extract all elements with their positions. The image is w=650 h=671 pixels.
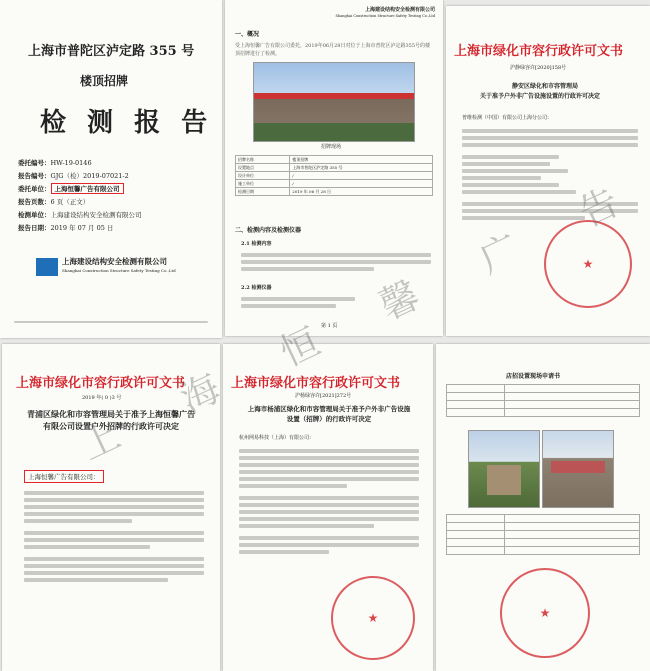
- field-row: [18, 208, 218, 221]
- text-line: [239, 496, 419, 500]
- intro-text: 受上海恒馨广告有限公司委托，2019年06月28日对位于上海市普陀区泸定路355号的楼顶招牌进行了检测。: [235, 43, 430, 57]
- photo-caption: 招牌现场: [321, 144, 342, 150]
- table-row: [447, 531, 640, 539]
- table-cell: [447, 409, 505, 417]
- permit-yangpu-page: [223, 344, 433, 671]
- table-cell: [447, 531, 505, 539]
- section-content: 二、检测内容及检测仪器: [235, 227, 302, 234]
- table-row: [447, 523, 640, 531]
- company-watermark: 上 海 恒 馨 广 告: [73, 166, 650, 469]
- table-cell: [447, 539, 505, 547]
- table-cell: [504, 547, 639, 555]
- text-line: [462, 209, 638, 213]
- table-cell: 2019 年 06 月 28 日: [290, 188, 433, 196]
- inspection-header: [320, 6, 435, 18]
- form-table: [446, 384, 640, 417]
- table-cell: [447, 393, 505, 401]
- permit-title: 上海市绿化市容行政许可文书: [231, 376, 401, 391]
- report-subject: 楼顶招牌: [80, 74, 129, 88]
- text-line: [239, 543, 419, 547]
- table-cell: [504, 523, 639, 531]
- permit-authority: 静安区绿化和市容管理局: [512, 83, 579, 90]
- report-title: 检 测 报 告: [40, 108, 214, 138]
- text-line: [24, 538, 204, 542]
- permit-body: [24, 488, 204, 585]
- permit-body: [239, 446, 419, 557]
- text-line: [241, 253, 431, 257]
- table-row: [236, 172, 433, 180]
- official-seal: ★: [500, 568, 590, 658]
- table-cell: [447, 515, 505, 523]
- report-cover-page: [0, 0, 222, 338]
- text-line: [462, 183, 559, 187]
- text-line: [241, 297, 355, 301]
- field-row: [18, 182, 218, 195]
- table-cell: 设置地点: [236, 164, 290, 172]
- org-logo: [36, 258, 58, 276]
- table-cell: 招牌名称: [236, 156, 290, 164]
- table-row: [447, 547, 640, 555]
- text-line: [462, 176, 541, 180]
- table-row: [447, 393, 640, 401]
- field-label: 委托编号：: [18, 159, 51, 167]
- table-cell: /: [290, 180, 433, 188]
- text-line: [239, 449, 419, 453]
- permit-doc-number: 2019 年( 0 )3 号: [82, 395, 122, 401]
- inspection-page: [225, 0, 443, 336]
- table-cell: [504, 539, 639, 547]
- text-line: [239, 456, 419, 460]
- header-en: Shanghai Construction Structure Safety Testing Co.,Ltd: [335, 14, 435, 18]
- text-line: [462, 155, 559, 159]
- text-line: [241, 260, 431, 264]
- site-photo-left: [468, 430, 540, 508]
- form-title: 店招设置现场申请书: [506, 373, 561, 380]
- text-line: [24, 557, 204, 561]
- field-label: 委托单位：: [18, 185, 51, 193]
- building: [487, 465, 521, 495]
- field-value: 6 页（正文）: [50, 198, 90, 206]
- text-line: [24, 531, 204, 535]
- text-line: [239, 484, 347, 488]
- text-line: [239, 463, 419, 467]
- permit-body: [462, 126, 638, 223]
- info-table: [235, 155, 433, 196]
- table-cell: /: [290, 172, 433, 180]
- content-lines: [241, 250, 431, 274]
- permit-decision: 关于准予户外非广告设施设置的行政许可决定: [480, 93, 601, 100]
- table-row: [236, 180, 433, 188]
- site-photo-right: [542, 430, 614, 508]
- sign-band: [254, 93, 414, 99]
- table-row: [236, 188, 433, 196]
- table-cell: 设计单位: [236, 172, 290, 180]
- client-highlight: 上海恒馨广告有限公司: [51, 183, 124, 194]
- applicant-highlight: 上海恒馨广告有限公司：: [24, 470, 104, 483]
- text-line: [239, 536, 419, 540]
- official-seal: ★: [331, 576, 415, 660]
- table-cell: [504, 393, 639, 401]
- table-cell: [447, 385, 505, 393]
- permit-title: 上海市绿化市容行政许可文书: [16, 376, 186, 391]
- section-overview: 一、概况: [235, 31, 260, 38]
- permit-applicant: 普维检测（中国）有限公司上海分公司：: [462, 115, 553, 121]
- table-cell: [447, 547, 505, 555]
- text-line: [239, 510, 419, 514]
- field-label: 检测单位：: [18, 211, 51, 219]
- footer-line: [14, 318, 208, 326]
- table-cell: 检测日期: [236, 188, 290, 196]
- org-name-cn: 上海建设结构安全检测有限公司: [62, 257, 167, 266]
- trees: [254, 123, 414, 141]
- permit-jingan-page: [446, 6, 650, 336]
- text-line: [462, 216, 585, 220]
- permit-doc-number: 沪静绿容许[2020]158号: [510, 65, 567, 71]
- table-cell: [447, 523, 505, 531]
- field-value: 2019 年 07 月 05 日: [50, 224, 114, 232]
- text-line: [24, 491, 204, 495]
- text-line: [24, 519, 132, 523]
- text-line: [462, 169, 568, 173]
- table-cell: 楼顶招牌: [290, 156, 433, 164]
- table-cell: [504, 385, 639, 393]
- table-cell: [504, 515, 639, 523]
- text-line: [24, 564, 204, 568]
- field-row: [18, 195, 218, 208]
- table-cell: 上海市普陀区泸定路 355 号: [290, 164, 433, 172]
- table-cell: [447, 401, 505, 409]
- table-row: [447, 385, 640, 393]
- field-label: 报告页数：: [18, 198, 51, 206]
- subsection-instruments: 2.2 检测仪器: [241, 285, 272, 291]
- text-line: [462, 136, 638, 140]
- signboard: [551, 461, 605, 473]
- field-value: GJG（检）2019-07021-2: [50, 172, 129, 180]
- table-row: [447, 401, 640, 409]
- text-line: [24, 498, 204, 502]
- table-cell: [504, 401, 639, 409]
- text-line: [462, 202, 638, 206]
- form-detail-table: [446, 514, 640, 555]
- text-line: [239, 517, 419, 521]
- text-line: [24, 545, 150, 549]
- field-row: [18, 169, 218, 182]
- text-line: [241, 304, 336, 308]
- report-fields: [18, 156, 218, 234]
- field-row: [18, 156, 218, 169]
- field-label: 报告编号：: [18, 172, 51, 180]
- text-line: [239, 503, 419, 507]
- table-cell: 施工单位: [236, 180, 290, 188]
- text-line: [462, 162, 550, 166]
- report-location: 上海市普陀区泸定路 355 号: [28, 44, 195, 59]
- permit-title: 上海市绿化市容行政许可文书: [454, 44, 624, 59]
- instrument-lines: [241, 294, 431, 311]
- text-line: [24, 571, 204, 575]
- text-line: [24, 512, 204, 516]
- subsection-content: 2.1 检测内容: [241, 241, 272, 247]
- text-line: [24, 578, 168, 582]
- text-line: [239, 550, 329, 554]
- table-cell: [504, 531, 639, 539]
- field-row: [18, 221, 218, 234]
- table-row: [236, 156, 433, 164]
- org-name-en: Shanghai Construction Structure Safety Testing Co.,Ltd: [62, 268, 176, 273]
- permit-doc-number: 沪杨绿容许[2021]272号: [295, 393, 352, 399]
- page-number: 第 1 页: [321, 323, 338, 329]
- table-cell: [504, 409, 639, 417]
- field-value: HW-19-0146: [50, 158, 92, 167]
- field-value: 上海建设结构安全检测有限公司: [50, 211, 142, 219]
- text-line: [239, 477, 419, 481]
- permit-applicant: 杭州网易科技（上海）有限公司：: [239, 435, 315, 441]
- table-row: [236, 164, 433, 172]
- text-line: [239, 470, 419, 474]
- approval-form-page: [436, 344, 650, 671]
- official-seal: ★: [544, 220, 632, 308]
- text-line: [239, 524, 374, 528]
- text-line: [462, 143, 638, 147]
- table-row: [447, 409, 640, 417]
- divider: [14, 321, 208, 323]
- permit-heading: 青浦区绿化和市容管理局关于准予上海恒馨广告有限公司设置户外招牌的行政许可决定: [27, 409, 195, 431]
- text-line: [462, 129, 638, 133]
- text-line: [462, 190, 576, 194]
- permit-heading: 上海市杨浦区绿化和市容管理局关于准予户外非广告设施设置（招牌）的行政许可决定: [247, 405, 411, 423]
- table-row: [447, 539, 640, 547]
- text-line: [241, 267, 374, 271]
- permit-qingpu-page: [2, 344, 220, 671]
- text-line: [24, 505, 204, 509]
- field-label: 报告日期：: [18, 224, 51, 232]
- table-row: [447, 515, 640, 523]
- signboard-photo: [253, 62, 415, 142]
- header-cn: 上海建设结构安全检测有限公司: [364, 7, 435, 13]
